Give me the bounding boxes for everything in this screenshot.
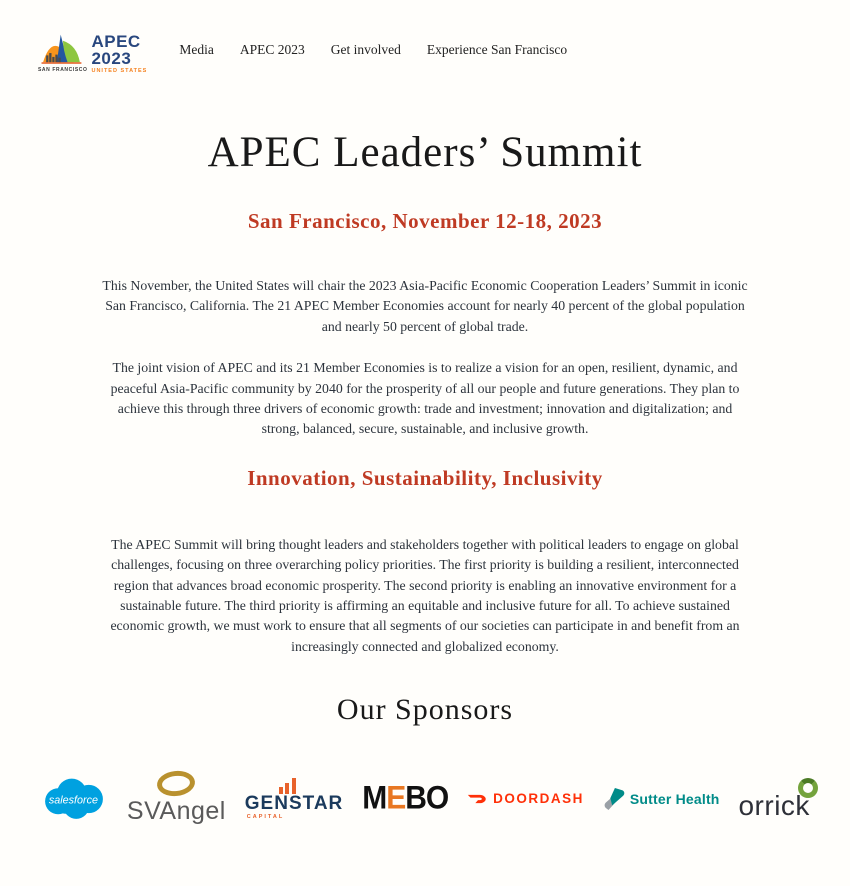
nav-item-experience-san-francisco[interactable]: Experience San Francisco xyxy=(426,42,568,57)
sponsor-genstar[interactable] xyxy=(245,777,343,820)
logo-word-apec: APEC xyxy=(91,32,141,52)
sutter-s-icon xyxy=(603,787,625,811)
nav-item-get-involved[interactable]: Get involved xyxy=(330,42,401,57)
intro-paragraph: This November, the United States will chair the 2023 Asia-Pacific Economic Cooperation Leaders’ Summit in iconic San Francisco, California. The 21 APEC Member Economies account for nearly 40 percent of the global population and nearly 50 percent of global trade. xyxy=(102,278,748,334)
logo-city-label: SAN FRANCISCO xyxy=(38,67,88,74)
sponsor-mebo[interactable] xyxy=(362,780,449,817)
sponsor-logo-row xyxy=(40,771,810,826)
logo-country-label: UNITED STATES xyxy=(91,68,148,75)
sponsor-salesforce[interactable] xyxy=(40,775,108,823)
site-header xyxy=(0,0,850,84)
mebo-letter-b: B xyxy=(405,780,426,817)
logo-icon-wrap xyxy=(38,31,87,73)
genstar-wordmark: GENSTAR xyxy=(244,793,344,815)
svangel-wordmark: SVAngel xyxy=(126,797,226,826)
themes-tagline: Innovation, Sustainability, Inclusivity xyxy=(247,465,603,490)
main-nav xyxy=(179,42,567,58)
vision-paragraph: The joint vision of APEC and its 21 Member Economies is to realize a vision for an open, resilient, dynamic, and peaceful Asia-Pacific community by 2040 for the prosperity of all our people and future generations. They plan to achieve this through three drivers of economic growth: trade and investment; innovation and digitalization; and strong, balanced, secure, sustainable, and inclusive growth. xyxy=(110,360,740,437)
sutter-health-wordmark: Sutter Health xyxy=(629,790,720,807)
page-title: APEC Leaders’ Summit xyxy=(207,129,643,176)
nav-item-media[interactable]: Media xyxy=(179,42,214,57)
priorities-paragraph: The APEC Summit will bring thought leaders and stakeholders together with political leaders to engage on global challenges, focusing on three overarching policy priorities. The first priority is building a resilient, interconnected region that advances broad economic prosperity. The second priority is enabling an innovative environment for a sustainable future. The third priority is affirming an equitable and inclusive future for all. To achieve sustained economic growth, we must work to ensure that all segments of our societies can participate in and benefit from an increasingly connected and globalized economy. xyxy=(110,536,740,654)
sponsor-sutter-health[interactable] xyxy=(603,787,720,811)
sponsors-heading: Our Sponsors xyxy=(336,693,514,727)
svangel-halo-icon xyxy=(156,769,196,798)
mebo-letter-o: O xyxy=(425,780,449,817)
sponsor-doordash[interactable] xyxy=(467,791,584,806)
doordash-wing-icon xyxy=(467,792,487,806)
event-date-subtitle: San Francisco, November 12-18, 2023 xyxy=(247,209,603,233)
apec-2023-logo[interactable] xyxy=(38,31,147,75)
doordash-wordmark: DOORDASH xyxy=(493,791,584,807)
salesforce-cloud-icon xyxy=(40,775,108,823)
mebo-letter-e: E xyxy=(386,780,406,817)
main-content xyxy=(0,128,850,826)
genstar-capital-label: CAPITAL xyxy=(246,814,285,821)
orrick-wordmark: orrick xyxy=(738,789,810,821)
genstar-bars-icon xyxy=(279,777,296,794)
logo-text xyxy=(91,33,147,75)
sponsor-svangel[interactable] xyxy=(127,771,226,826)
sponsor-orrick[interactable] xyxy=(738,778,809,820)
orrick-ring-icon xyxy=(798,778,818,798)
bridge-skyline-icon xyxy=(40,31,86,69)
nav-item-apec-2023[interactable]: APEC 2023 xyxy=(239,42,305,57)
mebo-letter-m: M xyxy=(362,780,387,817)
salesforce-wordmark: salesforce xyxy=(48,794,98,807)
logo-word-2023: 2023 xyxy=(91,49,132,69)
